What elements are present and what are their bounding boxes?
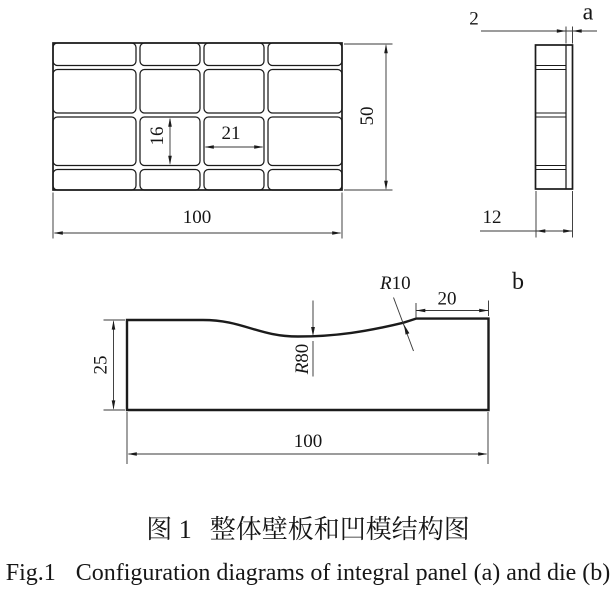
arrowhead-left: [416, 309, 425, 313]
dim-panel-height: [344, 44, 393, 190]
pocket-cell: [53, 43, 136, 66]
radius-symbol: R: [380, 273, 392, 294]
dim-label-21: 21: [221, 123, 241, 144]
dim-pocket-height: [147, 118, 172, 166]
arrowhead-down: [168, 156, 172, 165]
dim-label-100-die: 100: [293, 431, 323, 452]
dim-side-depth: [480, 191, 573, 238]
arrowhead-right: [478, 452, 487, 456]
pocket-cell: [140, 70, 200, 114]
radius-symbol: R: [292, 362, 313, 375]
dim-skin-thickness: [469, 9, 597, 44]
dim-label-100-panel: 100: [182, 207, 212, 228]
pocket-cell: [204, 70, 264, 114]
arrowhead-right: [479, 309, 488, 313]
caption-chinese: [146, 515, 470, 544]
panel-front-view: [53, 43, 393, 239]
panel-pockets: [53, 43, 342, 190]
arrowhead-left: [573, 29, 582, 33]
dim-radius-r10: [379, 273, 414, 351]
dim-label-50: 50: [357, 106, 378, 126]
arrowhead-up: [112, 320, 116, 329]
dim-die-height: [91, 320, 126, 410]
dim-die-width: [127, 412, 488, 464]
subfigure-label-a: a: [582, 0, 594, 26]
pocket-cell: [204, 170, 264, 191]
dim-label-2: 2: [469, 8, 479, 30]
arrowhead-right: [563, 229, 572, 233]
caption-zh-title: 整体壁板和凹模结构图: [209, 515, 470, 544]
arrowhead-right: [557, 29, 566, 33]
dim-label-r10: [379, 273, 411, 294]
dim-label-20: 20: [437, 288, 457, 310]
arrowhead-up: [168, 118, 172, 127]
caption-zh-number: 图 1: [146, 515, 192, 544]
panel-side-view: [469, 0, 597, 238]
side-view-rib-lines: [536, 66, 567, 170]
pocket-cell: [140, 170, 200, 191]
dim-label-25: 25: [90, 355, 112, 375]
pocket-cell: [268, 70, 342, 114]
caption-en-number: Fig.1: [5, 560, 56, 586]
pocket-cell: [140, 43, 200, 66]
arrowhead-down: [112, 400, 116, 409]
caption-english: [6, 560, 611, 586]
radius-value: 80: [292, 343, 313, 363]
pocket-cell: [268, 117, 342, 166]
dim-die-flat: [416, 289, 489, 319]
dim-label-12: 12: [482, 207, 502, 228]
dim-label-r80: [292, 344, 313, 376]
pocket-cell: [268, 43, 342, 66]
caption-en-title: Configuration diagrams of integral panel (a) and die (b): [75, 560, 611, 586]
radius-value: 10: [391, 273, 411, 294]
dim-label-16: 16: [147, 126, 168, 146]
pocket-cell: [53, 70, 136, 114]
arrowhead-right: [332, 231, 341, 235]
dim-lines: [481, 27, 597, 44]
dim-radius-r80: [292, 301, 315, 377]
pocket-cell: [53, 170, 136, 191]
arrowhead-down: [311, 327, 315, 336]
arrowhead-left: [205, 145, 214, 149]
pocket-cell: [53, 117, 136, 166]
figure-caption: [6, 515, 611, 586]
subfigure-label-b: b: [512, 269, 524, 295]
arrowhead-left: [128, 452, 137, 456]
arrowhead-down: [384, 181, 388, 190]
pocket-cell: [204, 43, 264, 66]
pocket-cell: [268, 170, 342, 191]
die-view: [91, 269, 525, 464]
dim-panel-width: [53, 193, 342, 239]
arrowhead-right: [254, 145, 263, 149]
dim-pocket-width: [205, 123, 264, 149]
arrowhead-up: [384, 44, 388, 53]
arrowhead-left: [536, 229, 545, 233]
arrowhead-left: [54, 231, 63, 235]
arrowhead-up-left: [404, 325, 409, 335]
